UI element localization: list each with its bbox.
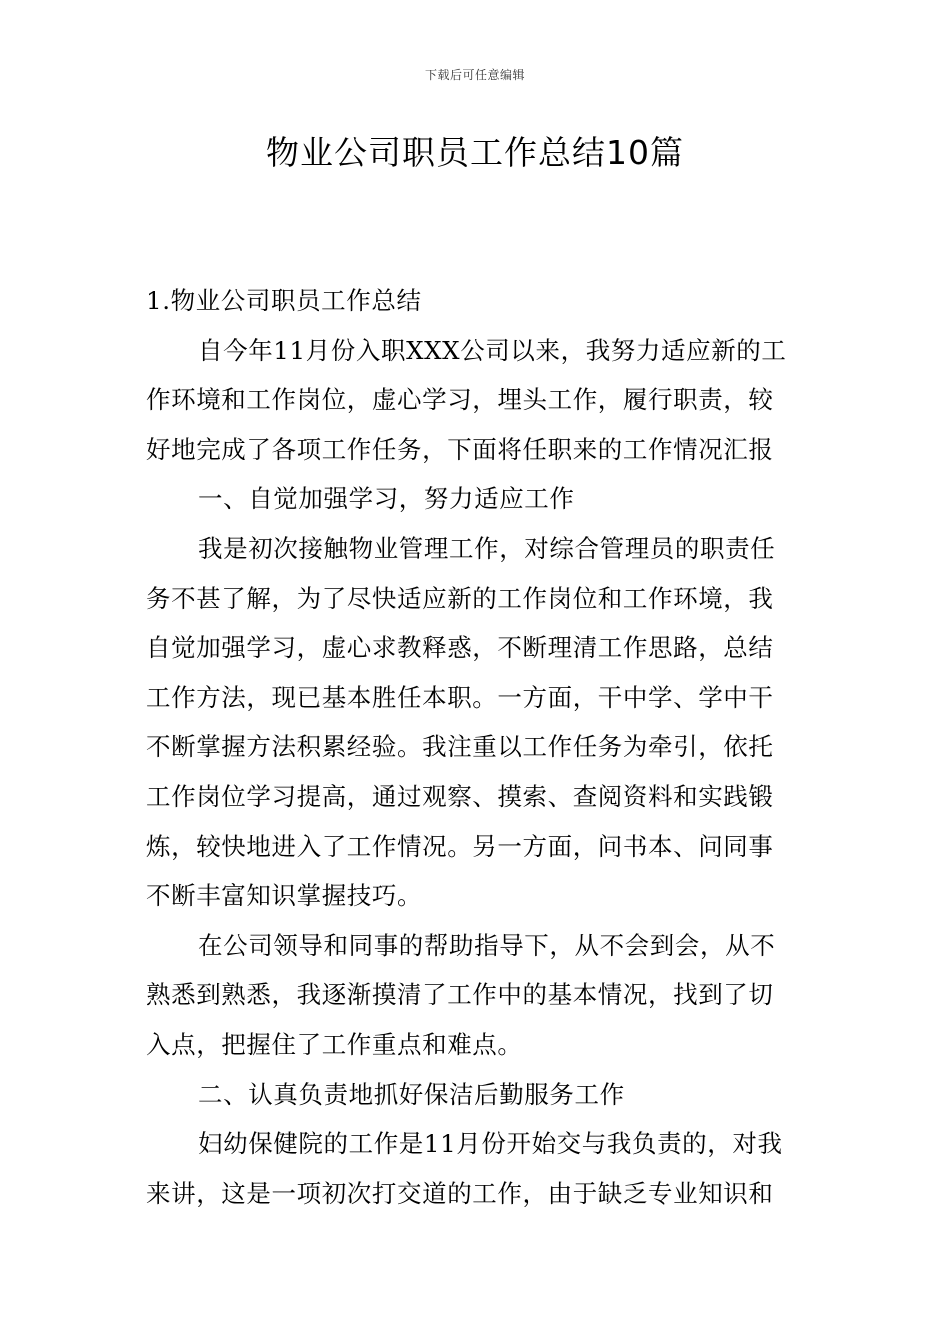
body-line: 工作岗位学习提高，通过观察、摸索、查阅资料和实践锻 bbox=[146, 781, 774, 811]
body-line: 务不甚了解，为了尽快适应新的工作岗位和工作环境，我 bbox=[146, 583, 774, 613]
body-line: 二、认真负责地抓好保洁后勤服务工作 bbox=[198, 1079, 625, 1109]
body-line: 好地完成了各项工作任务，下面将任职来的工作情况汇报 bbox=[146, 434, 774, 464]
body-line: 不断掌握方法积累经验。我注重以工作任务为牵引，依托 bbox=[146, 732, 774, 762]
body-line: 自觉加强学习，虚心求教释惑，不断理清工作思路，总结 bbox=[146, 633, 774, 663]
body-line: 来讲，这是一项初次打交道的工作，由于缺乏专业知识和 bbox=[146, 1178, 774, 1208]
body-line: 工作方法，现已基本胜任本职。一方面，干中学、学中干 bbox=[146, 682, 774, 712]
body-line: 妇幼保健院的工作是11月份开始交与我负责的，对我 bbox=[198, 1129, 783, 1159]
body-line: 不断丰富知识掌握技巧。 bbox=[146, 881, 423, 911]
body-line: 我是初次接触物业管理工作，对综合管理员的职责任 bbox=[198, 533, 776, 563]
body-line: 1.物业公司职员工作总结 bbox=[146, 286, 422, 315]
body-line: 在公司领导和同事的帮助指导下，从不会到会，从不 bbox=[198, 930, 776, 960]
body-line: 炼，较快地进入了工作情况。另一方面，问书本、问同事 bbox=[146, 831, 774, 861]
body-line: 一、自觉加强学习，努力适应工作 bbox=[198, 484, 575, 514]
body-line: 入点，把握住了工作重点和难点。 bbox=[146, 1029, 523, 1059]
body-line: 自今年11月份入职XXX公司以来，我努力适应新的工 bbox=[198, 335, 787, 365]
header-note: 下载后可任意编辑 bbox=[424, 68, 525, 82]
body-line: 作环境和工作岗位，虚心学习，埋头工作，履行职责，较 bbox=[146, 385, 774, 415]
document-body bbox=[146, 276, 808, 1218]
document-title: 物业公司职员工作总结10篇 bbox=[266, 133, 684, 172]
body-line: 熟悉到熟悉，我逐渐摸清了工作中的基本情况，找到了切 bbox=[146, 980, 774, 1010]
